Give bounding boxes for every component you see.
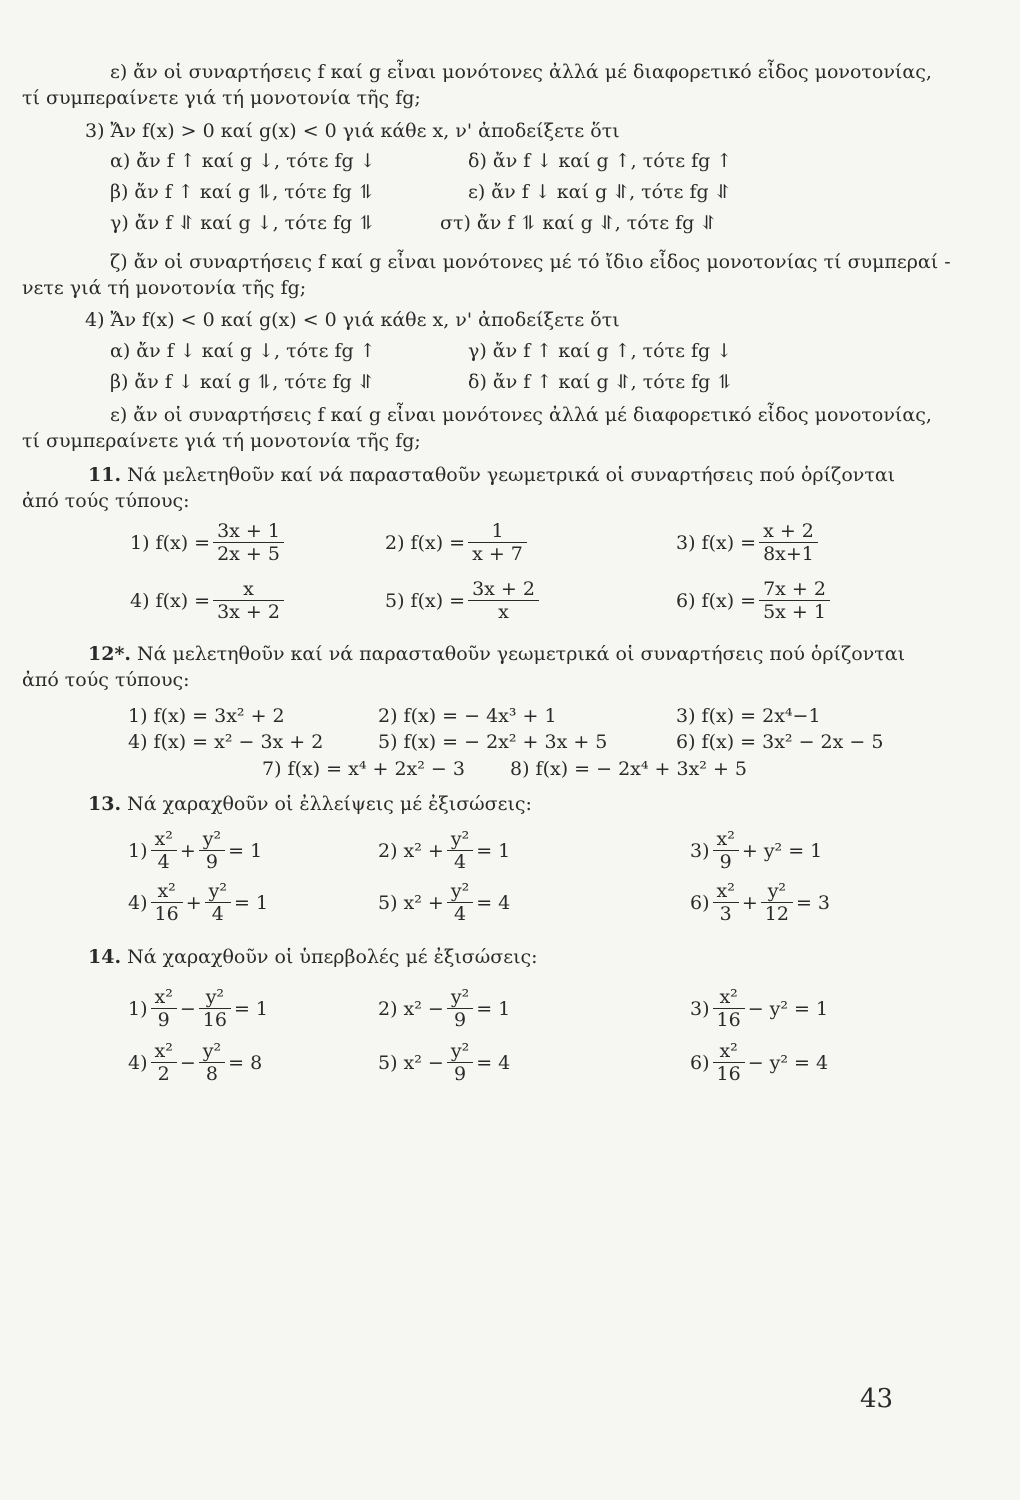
- q4-item-d: δ) ἄν f ↑ καί g ⥯, τότε fg ⥮: [468, 371, 733, 393]
- ex13-equation-2: 2) x² + $\frac{\text{y²}}{4}$ = 1: [378, 828, 511, 873]
- ex11-formula-1: 1) f(x) = $\frac{3x + 1}{2x + 5}$: [130, 520, 287, 565]
- exercise-12-statement: [88, 642, 905, 666]
- item-e-line1: ε) ἄν οἱ συναρτήσεις f καί g εἶναι μονότονες ἀλλά μέ διαφορετικό εἶδος μονοτονίας,: [110, 61, 932, 83]
- exercise-12-number: 12*.: [88, 643, 131, 665]
- exercise-11-number: 11.: [88, 464, 122, 486]
- ex11-formula-3: 3) f(x) = $\frac{x + 2}{8x+1}$: [676, 520, 821, 565]
- ex13-equation-5: 5) x² + $\frac{\text{y²}}{4}$ = 4: [378, 880, 511, 925]
- ex11-formula-2: 2) f(x) = $\frac{1}{x + 7}$: [385, 520, 530, 565]
- ex13-equation-3: 3) $\frac{\text{x²}}{9}$ + y² = 1: [690, 828, 823, 873]
- exercise-11-text-cont: ἀπό τούς τύπους:: [22, 490, 190, 512]
- q4-item-a: α) ἄν f ↓ καί g ↓, τότε fg ↑: [110, 340, 376, 362]
- item-z-line1: ζ) ἄν οἱ συναρτήσεις f καί g εἶναι μονότονες μέ τό ἴδιο εἶδος μονοτονίας τί συμπεραί -: [110, 251, 951, 273]
- question-3: 3) Ἄν f(x) > 0 καί g(x) < 0 γιά κάθε x, ν' ἀποδείξετε ὅτι: [85, 120, 620, 142]
- ex14-equation-2: 2) x² − $\frac{\text{y²}}{9}$ = 1: [378, 986, 511, 1031]
- page-number: 43: [860, 1384, 894, 1414]
- exercise-13-number: 13.: [88, 793, 122, 815]
- item-e2-line1: ε) ἄν οἱ συναρτήσεις f καί g εἶναι μονότονες ἀλλά μέ διαφορετικό εἶδος μονοτονίας,: [110, 404, 932, 426]
- ex14-equation-6: 6) $\frac{\text{x²}}{16}$ − y² = 4: [690, 1040, 829, 1085]
- ex13-equation-4: 4) $\frac{\text{x²}}{16}$ + $\frac{\text{y²}}{4}$ = 1: [128, 880, 269, 925]
- ex12-formula-6: 6) f(x) = 3x² − 2x − 5: [676, 731, 884, 753]
- exercise-12-text: Νά μελετηθοῦν καί νά παρασταθοῦν γεωμετρικά οἱ συναρτήσεις πού ὁρίζονται: [137, 643, 906, 665]
- exercise-14-number: 14.: [88, 946, 122, 968]
- exercise-13-statement: [88, 792, 532, 816]
- item-z-line2: νετε γιά τή μονοτονία τῆς fg;: [22, 277, 307, 299]
- exercise-14-text: Νά χαραχθοῦν οἱ ὑπερβολές μέ ἐξισώσεις:: [127, 946, 538, 968]
- q3-item-a: α) ἄν f ↑ καί g ↓, τότε fg ↓: [110, 150, 376, 172]
- q4-item-c: γ) ἄν f ↑ καί g ↑, τότε fg ↓: [468, 340, 733, 362]
- ex11-formula-6: 6) f(x) = $\frac{7x + 2}{5x + 1}$: [676, 578, 833, 623]
- ex12-formula-1: 1) f(x) = 3x² + 2: [128, 705, 285, 727]
- ex14-equation-1: 1) $\frac{\text{x²}}{9}$ − $\frac{\text{y²}}{16}$ = 1: [128, 986, 269, 1031]
- ex12-formula-8: 8) f(x) = − 2x⁴ + 3x² + 5: [510, 758, 747, 780]
- exercise-12-text-cont: ἀπό τούς τύπους:: [22, 669, 190, 691]
- ex12-formula-2: 2) f(x) = − 4x³ + 1: [378, 705, 557, 727]
- q3-item-c: γ) ἄν f ⥯ καί g ↓, τότε fg ⥮: [110, 212, 375, 234]
- exercise-14-statement: [88, 945, 538, 969]
- exercise-11-statement: [88, 463, 895, 487]
- ex13-equation-1: 1) $\frac{\text{x²}}{4}$ + $\frac{\text{y²}}{9}$ = 1: [128, 828, 263, 873]
- exercise-11-text: Νά μελετηθοῦν καί νά παρασταθοῦν γεωμετρικά οἱ συναρτήσεις πού ὁρίζονται: [127, 464, 896, 486]
- ex11-formula-4: 4) f(x) = $\frac{x}{3x + 2}$: [130, 578, 287, 623]
- ex11-formula-5: 5) f(x) = $\frac{3x + 2}{x}$: [385, 578, 542, 623]
- ex12-formula-5: 5) f(x) = − 2x² + 3x + 5: [378, 731, 608, 753]
- ex14-equation-3: 3) $\frac{\text{x²}}{16}$ − y² = 1: [690, 986, 829, 1031]
- q3-item-b: β) ἄν f ↑ καί g ⥮, τότε fg ⥮: [110, 181, 374, 203]
- item-e-line2: τί συμπεραίνετε γιά τή μονοτονία τῆς fg;: [22, 87, 421, 109]
- ex12-formula-7: 7) f(x) = x⁴ + 2x² − 3: [262, 758, 465, 780]
- item-e2-line2: τί συμπεραίνετε γιά τή μονοτονία τῆς fg;: [22, 430, 421, 452]
- ex12-formula-3: 3) f(x) = 2x⁴−1: [676, 705, 821, 727]
- ex12-formula-4: 4) f(x) = x² − 3x + 2: [128, 731, 324, 753]
- q3-item-e: ε) ἄν f ↓ καί g ⥯, τότε fg ⥯: [468, 181, 731, 203]
- ex14-equation-5: 5) x² − $\frac{\text{y²}}{9}$ = 4: [378, 1040, 511, 1085]
- ex13-equation-6: 6) $\frac{\text{x²}}{3}$ + $\frac{\text{y²}}{12}$ = 3: [690, 880, 831, 925]
- exercise-13-text: Νά χαραχθοῦν οἱ ἐλλείψεις μέ ἐξισώσεις:: [127, 793, 532, 815]
- q3-item-d: δ) ἄν f ↓ καί g ↑, τότε fg ↑: [468, 150, 733, 172]
- question-4: 4) Ἄν f(x) < 0 καί g(x) < 0 γιά κάθε x, ν' ἀποδείξετε ὅτι: [85, 309, 620, 331]
- q4-item-b: β) ἄν f ↓ καί g ⥮, τότε fg ⥯: [110, 371, 374, 393]
- ex14-equation-4: 4) $\frac{\text{x²}}{2}$ − $\frac{\text{y²}}{8}$ = 8: [128, 1040, 263, 1085]
- q3-item-st: στ) ἄν f ⥮ καί g ⥯, τότε fg ⥯: [440, 212, 717, 234]
